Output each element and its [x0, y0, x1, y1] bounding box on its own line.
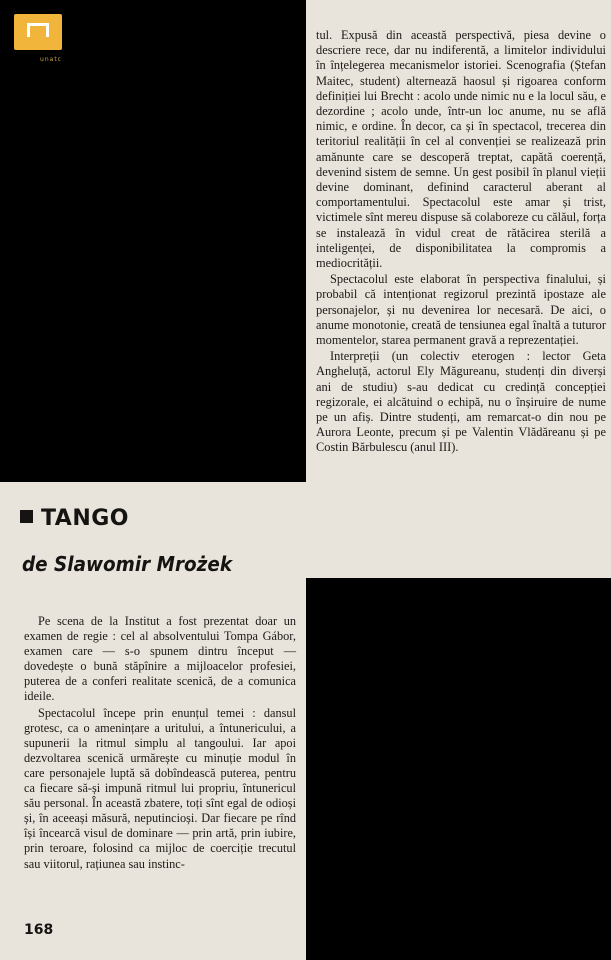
bullet-square-icon	[20, 510, 33, 523]
left-column	[24, 614, 296, 872]
logo-frame-icon	[27, 23, 49, 37]
article-author: de Slawomir Mrożek	[22, 552, 233, 576]
article-title-text: TANGO	[41, 506, 129, 531]
logo-text: unatc	[40, 56, 62, 63]
page-number: 168	[24, 922, 54, 938]
right-paragraph-1: tul. Expusă din această perspectivă, piesa devine o descriere rece, dar nu indiferentă, a limitelor individului în înțelegerea mecanismelor istoriei. Scenografia (Ștefan Maitec, student) alternează haosul și rigoarea conform definiției lui Brecht : acolo unde nimic nu e la locul său, e dezordine ; acolo unde, într-un loc anume, nu se află nimic, e ordine. În decor, ca și în spectacol, trecerea din teritoriul realității în cel al convenției se realizează prin amănunte care se descoperă treptat, capătă coerență, devenind sistem de semne. Un gest posibil în planul vieții devine dominant, definind caracterul aberant al comportamentului. Spectacolul este amar și trist, victimele sînt mereu dispuse să colaboreze cu călăul, forța se instalează în vidul creat de rătăcirea sterilă a inteligenței, de disponibilitatea la compromis a mediocrității.	[316, 28, 606, 271]
left-paragraph-2: Spectacolul începe prin enunțul temei : dansul grotesc, ca o amenințare a uritului, a întunericului, a supunerii la ritmul simplu al tangoului. Iar apoi dezvoltarea scenică urmărește cu minuție modul în care personajele luptă să dobîndească puterea, pentru ca fiecare să-și impună ritmul lui propriu, întunericul său personal. În această zbatere, toți sînt egal de odioși și, în aceeași măsură, neputincioși. Dar fiecare pe rînd își încearcă visul de dominare — prin artă, prin iubire, prin teroare, folosind ca mijloc de coerciție trecutul sau viitorul, rațiunea sau instinc-	[24, 705, 296, 871]
article-title	[20, 506, 129, 531]
left-paragraph-1: Pe scena de la Institut a fost prezentat doar un examen de regie : cel al absolventului Tompa Gábor, examen care — s-o spunem dintru început — dovedește o bună stăpînire a mijloacelor profesiei, puterea de a conferi realitate scenică, de a comunica ideile.	[24, 614, 296, 704]
publisher-logo-icon	[14, 14, 62, 63]
right-paragraph-2: Spectacolul este elaborat în perspectiva finalului, și probabil că intenționat regizorul prezintă ipostaze ale personajelor, și nu devenirea lor necesară. De aici, o anume monotonie, creată de tensiunea egal înaltă a tuturor momentelor, starea permanent gravă a reprezentației.	[316, 272, 606, 348]
right-paragraph-3: Interpreții (un colectiv eterogen : lector Geta Angheluță, actorul Ely Măgureanu, studenți din diverși ani de studiu) s-au dedicat cu credință concepției regizorale, ei alcătuind o echipă, nu o înșiruire de nume pe un afiș. Dintre studenți, am remarcat-o din nou pe Aurora Leonte, precum și pe Valentin Vlădăreanu și pe Costin Bărbulescu (anul III).	[316, 349, 606, 455]
right-column	[316, 28, 606, 456]
